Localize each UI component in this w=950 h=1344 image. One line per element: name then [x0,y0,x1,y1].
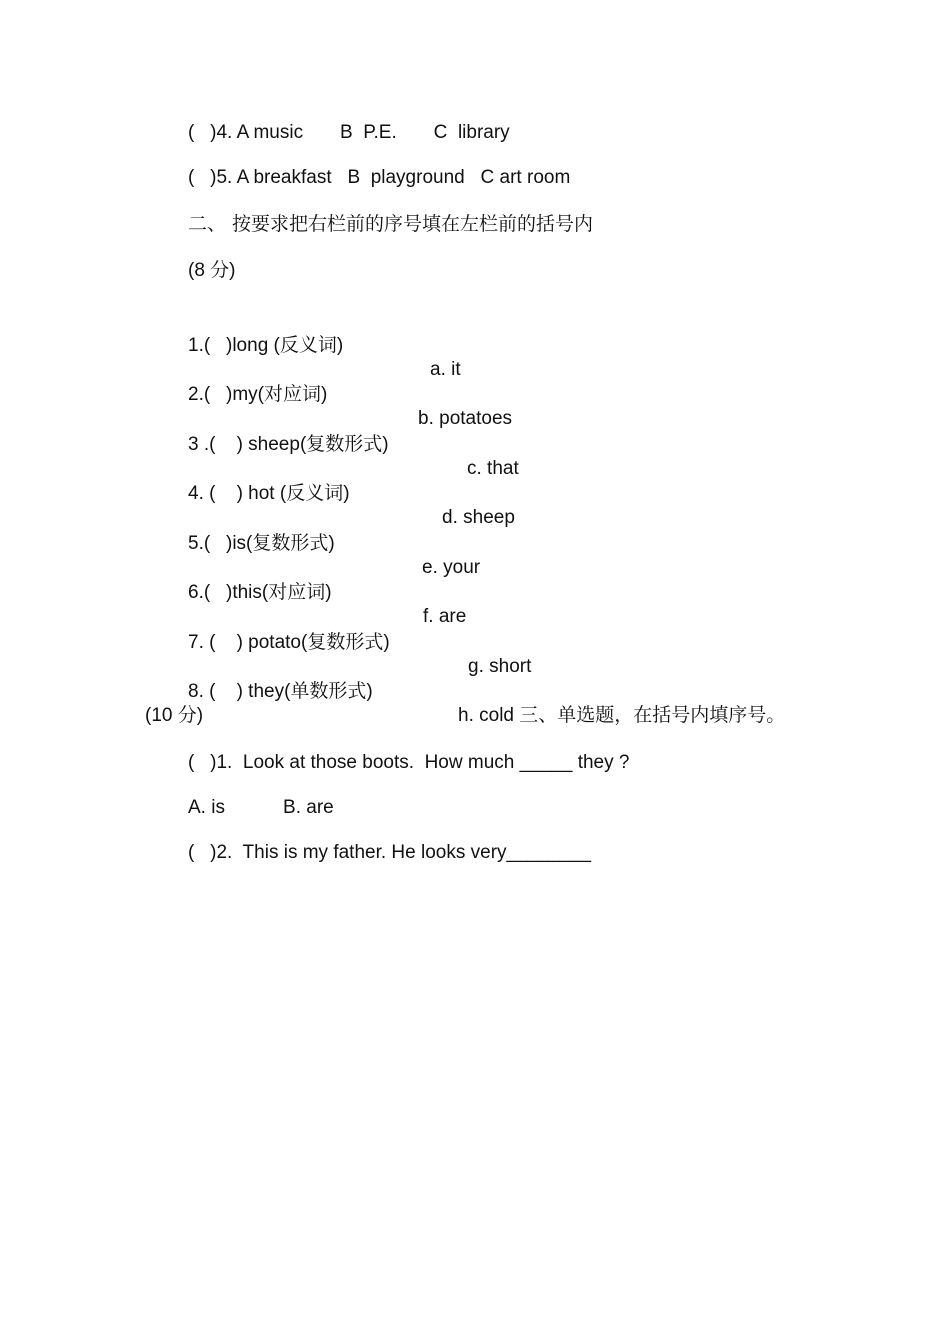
mc-question-1: ( )1. Look at those boots. How much _____ they ? [188,752,630,773]
match-right: e. your [422,557,481,578]
match-left: 5.( )is(复数形式) [188,533,335,554]
section-3-score: (10 分) [145,705,204,726]
section-2-heading: 二、 按要求把右栏前的序号填在左栏前的括号内 [188,213,594,235]
match-right: b. potatoes [418,408,513,429]
match-right: a. it [430,359,461,380]
match-right: g. short [468,656,532,677]
match-left: 1.( )long (反义词) [188,335,344,356]
question-4: ( )4. A music B P.E. C library [188,122,510,143]
mc-question-2: ( )2. This is my father. He looks very________ [188,842,592,863]
match-left: 8. ( ) they(单数形式) [188,681,373,702]
match-left: 3 .( ) sheep(复数形式) [188,434,389,455]
match-right: d. sheep [442,507,515,528]
match-right: f. are [423,606,467,627]
mc-question-1-options: A. is B. are [188,797,334,818]
match-left: 6.( )this(对应词) [188,582,332,603]
match-right: h. cold 三、单选题，在括号内填序号。 [458,705,786,726]
match-left: 7. ( ) potato(复数形式) [188,632,390,653]
match-left: 2.( )my(对应词) [188,384,328,405]
match-left: 4. ( ) hot (反义词) [188,483,350,504]
section-2-score: (8 分) [188,260,236,281]
match-right: c. that [467,458,519,479]
question-5: ( )5. A breakfast B playground C art room [188,167,571,188]
